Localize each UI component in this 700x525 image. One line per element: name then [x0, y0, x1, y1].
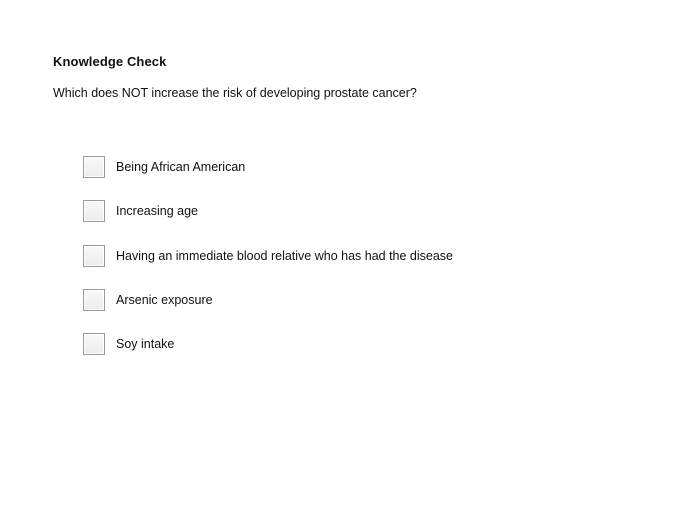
- option-checkbox[interactable]: [83, 156, 105, 178]
- option-checkbox[interactable]: [83, 333, 105, 355]
- option-checkbox[interactable]: [83, 289, 105, 311]
- option-label: Increasing age: [116, 204, 199, 219]
- page-title: Knowledge Check: [53, 54, 167, 69]
- option-arsenic-exposure[interactable]: [83, 287, 643, 313]
- option-label: Arsenic exposure: [116, 292, 213, 307]
- option-label: Soy intake: [116, 337, 175, 352]
- option-african-american[interactable]: [83, 154, 643, 180]
- option-label: Being African American: [116, 160, 246, 174]
- option-label: Having an immediate blood relative who has had the disease: [116, 248, 454, 263]
- answer-options: [83, 154, 643, 375]
- option-soy-intake[interactable]: [83, 331, 643, 357]
- option-blood-relative[interactable]: [83, 243, 643, 269]
- option-increasing-age[interactable]: [83, 198, 643, 224]
- option-checkbox[interactable]: [83, 200, 105, 222]
- option-checkbox[interactable]: [83, 245, 105, 267]
- question-text: Which does NOT increase the risk of developing prostate cancer?: [53, 86, 417, 100]
